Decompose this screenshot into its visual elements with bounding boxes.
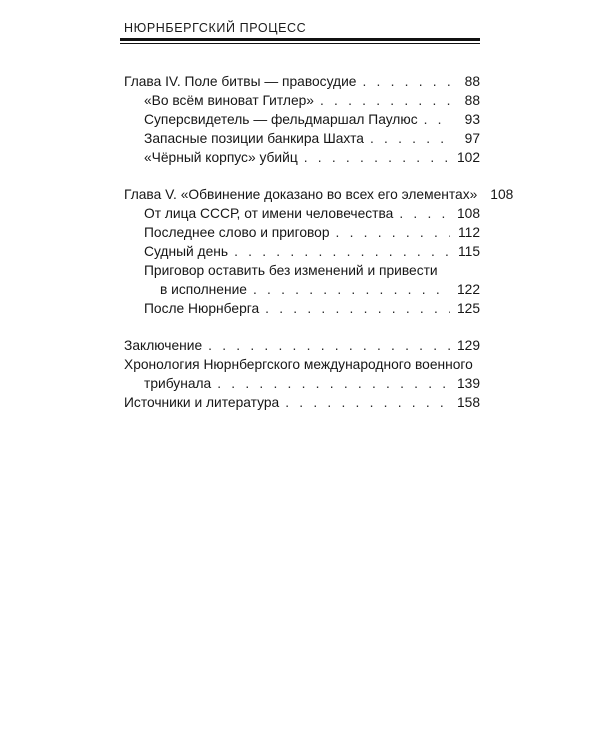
toc-entry-title: Глава IV. Поле битвы — правосудие — [124, 74, 357, 89]
toc-entry-page: 112 — [458, 225, 480, 240]
toc-entry-title: трибунала — [144, 376, 212, 391]
toc-group-back-matter — [124, 336, 480, 412]
toc-entry-page: 139 — [456, 376, 480, 391]
leader-dots — [234, 242, 450, 261]
toc-entry-page: 108 — [490, 187, 514, 202]
leader-dots — [370, 129, 450, 148]
toc-entry-page: 122 — [456, 282, 480, 297]
toc-entry-page: 97 — [464, 131, 480, 146]
header-rule-thick — [120, 38, 480, 41]
toc-entry-verdict-line1[interactable]: Приговор оставить без изменений и привести — [144, 263, 438, 278]
toc-entry-page: 115 — [458, 244, 480, 259]
toc-entry-chapter-5[interactable] — [124, 185, 514, 204]
leader-dots — [253, 280, 450, 299]
toc-group-chapter-5 — [124, 185, 514, 318]
toc-entry-page: 108 — [456, 206, 480, 221]
toc-entry-page: 88 — [464, 93, 480, 108]
toc-entry-page: 102 — [456, 150, 480, 165]
toc-entry-title: «Чёрный корпус» убийц — [144, 150, 298, 165]
toc-entry-conclusion[interactable] — [124, 336, 480, 355]
toc-entry-title: «Во всём виноват Гитлер» — [144, 93, 314, 108]
toc-entry[interactable] — [124, 91, 480, 110]
toc-entry[interactable] — [124, 242, 480, 261]
toc-entry-chapter-4[interactable] — [124, 72, 480, 91]
leader-dots — [399, 204, 450, 223]
toc-entry-chronology-line2[interactable] — [124, 374, 480, 393]
toc-entry-page: 158 — [456, 395, 480, 410]
toc-entry[interactable] — [124, 204, 480, 223]
toc-entry[interactable] — [124, 223, 480, 242]
toc-entry-title: Запасные позиции банкира Шахта — [144, 131, 364, 146]
toc-entry-page: 125 — [456, 301, 480, 316]
toc-entry-page: 88 — [464, 74, 480, 89]
toc-entry-title: После Нюрнберга — [144, 301, 260, 316]
toc-entry-sources[interactable] — [124, 393, 480, 412]
leader-dots — [208, 336, 450, 355]
leader-dots — [217, 374, 450, 393]
toc-entry[interactable] — [124, 129, 480, 148]
header-rule-thin — [120, 43, 480, 44]
leader-dots — [320, 91, 450, 110]
leader-dots — [424, 110, 450, 129]
toc-entry-title: в исполнение — [160, 282, 247, 297]
toc-entry-chronology-line1[interactable]: Хронология Нюрнбергского международного военного — [124, 357, 473, 372]
toc-entry[interactable] — [124, 110, 480, 129]
toc-entry-title: Заключение — [124, 338, 203, 353]
running-header: НЮРНБЕРГСКИЙ ПРОЦЕСС — [124, 21, 307, 35]
toc-entry[interactable] — [124, 299, 480, 318]
leader-dots — [285, 393, 450, 412]
toc-entry-title: Последнее слово и приговор — [144, 225, 330, 240]
toc-group-chapter-4 — [124, 72, 480, 167]
toc-entry[interactable] — [124, 148, 480, 167]
toc-entry-title: Суперсвидетель — фельдмаршал Паулюс — [144, 112, 418, 127]
toc-entry-page: 129 — [456, 338, 480, 353]
leader-dots — [336, 223, 450, 242]
leader-dots — [265, 299, 450, 318]
toc-entry-title: Судный день — [144, 244, 229, 259]
toc-entry-verdict-line2[interactable] — [124, 280, 480, 299]
leader-dots — [304, 148, 450, 167]
leader-dots — [362, 72, 450, 91]
toc-entry-title: Глава V. «Обвинение доказано во всех его элементах» — [124, 187, 478, 202]
toc-entry-page: 93 — [464, 112, 480, 127]
table-of-contents — [124, 72, 514, 430]
toc-entry-title: Источники и литература — [124, 395, 280, 410]
toc-entry-title: От лица СССР, от имени человечества — [144, 206, 394, 221]
